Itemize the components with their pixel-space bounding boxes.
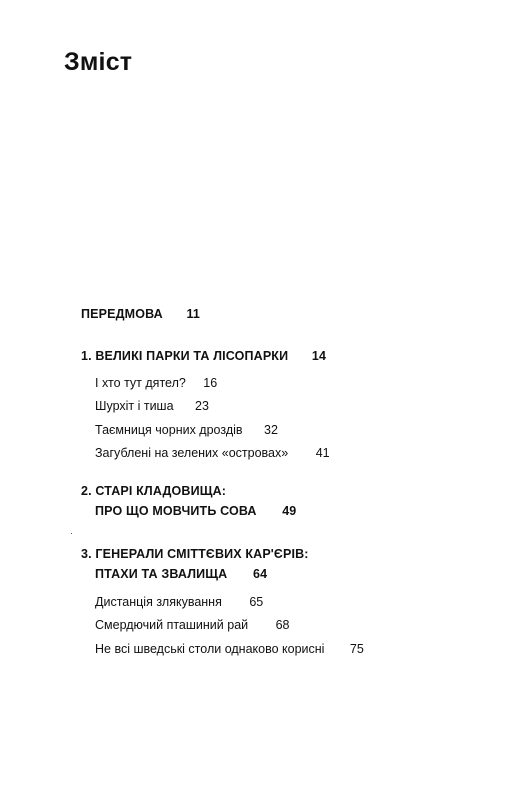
toc-entry-chapter-3-line-2 — [95, 568, 267, 581]
toc-entry-text: ПРО ЩО МОВЧИТЬ СОВА — [95, 504, 257, 518]
toc-page-number: 49 — [282, 504, 297, 518]
toc-entry-text: 1. ВЕЛИКІ ПАРКИ ТА ЛІСОПАРКИ — [81, 349, 289, 363]
toc-entry-text: Не всі шведські столи однаково корисні — [95, 642, 325, 656]
toc-entry-text: ПТАХИ ТА ЗВАЛИЩА — [95, 567, 228, 581]
toc-subentry-chapter-1-1 — [95, 377, 217, 390]
toc-page-number: 65 — [249, 595, 264, 609]
toc-entry-chapter-3-line-1 — [81, 548, 309, 561]
toc-page-number: 16 — [203, 376, 218, 390]
toc-entry-text: Шурхіт і тиша — [95, 399, 174, 413]
toc-subentry-chapter-1-2 — [95, 400, 209, 413]
toc-entry-text: ПЕРЕДМОВА — [81, 307, 163, 321]
page-title: Зміст — [64, 48, 133, 76]
toc-page-number: 75 — [349, 642, 364, 656]
toc-page-number: 32 — [264, 423, 278, 437]
toc-entry-preface — [81, 308, 200, 321]
toc-subentry-chapter-3-3 — [95, 643, 364, 656]
toc-entry-text: Смердючий пташиний рай — [95, 618, 249, 632]
toc-entry-chapter-1 — [81, 350, 326, 363]
toc-entry-text: 3. ГЕНЕРАЛИ СМІТТЄВИХ КАР'ЄРІВ: — [81, 547, 309, 561]
toc-entry-text: 2. СТАРІ КЛАДОВИЩА: — [81, 484, 227, 498]
print-speck — [71, 533, 72, 534]
toc-entry-text: Загублені на зелених «островах» — [95, 446, 289, 460]
toc-entry-text: Таємниця чорних дроздів — [95, 423, 243, 437]
toc-page-number: 64 — [252, 567, 268, 581]
toc-entry-chapter-2-line-2 — [95, 505, 296, 518]
toc-entry-text: І хто тут дятел? — [95, 376, 186, 390]
toc-page-number: 11 — [186, 307, 200, 321]
toc-subentry-chapter-1-4 — [95, 447, 330, 460]
toc-subentry-chapter-3-1 — [95, 596, 263, 609]
toc-entry-chapter-2-line-1 — [81, 485, 226, 498]
toc-page-number: 14 — [311, 349, 327, 363]
toc-page-number: 68 — [275, 618, 290, 632]
toc-subentry-chapter-3-2 — [95, 619, 290, 632]
toc-subentry-chapter-1-3 — [95, 424, 278, 437]
toc-page-number: 23 — [195, 399, 209, 413]
toc-entry-text: Дистанція злякування — [95, 595, 222, 609]
toc-page-number: 41 — [315, 446, 330, 460]
